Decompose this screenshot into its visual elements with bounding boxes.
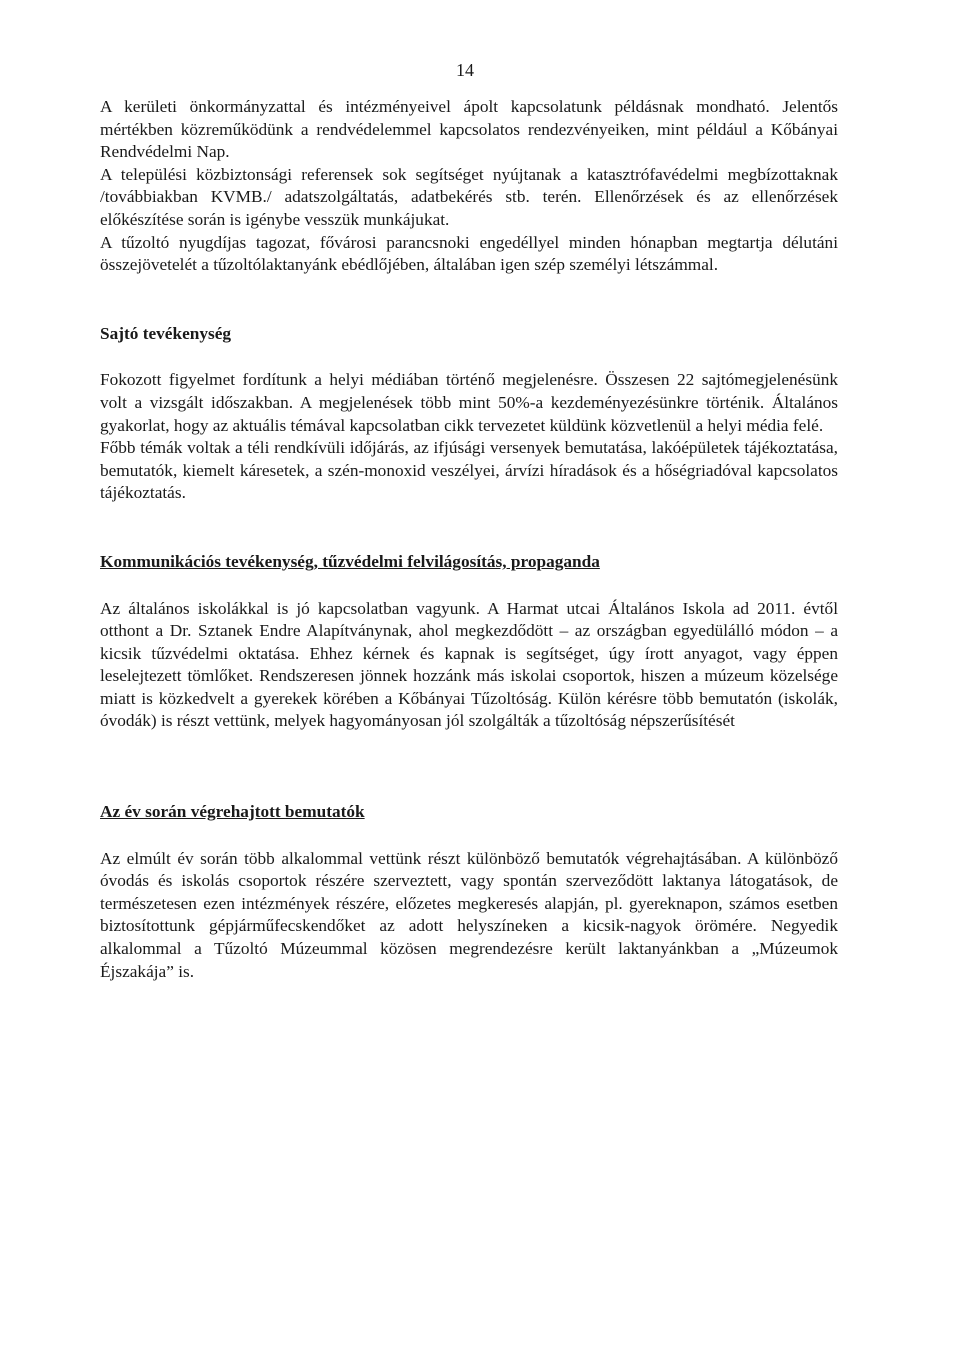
intro-paragraph-2: A települési közbiztonsági referensek sok segítséget nyújtanak a katasztrófavédelmi megbízottaknak /továbbiakban KVMB./ adatszolgáltatás, adatbekérés stb. terén. Ellenőrzések és az ellenőrzések előkészítése során is igénybe vesszük munkájukat. — [100, 164, 838, 229]
section-heading-demonstrations: Az év során végrehajtott bemutatók — [100, 802, 365, 822]
intro-paragraph-3: A tűzoltó nyugdíjas tagozat, fővárosi parancsnoki engedéllyel minden hónapban megtartja délutáni összejövetelét a tűzoltólaktanyánk ebédlőjében, általában igen szép személyi létszámmal. — [100, 232, 838, 275]
press-paragraph-1: Fokozott figyelmet fordítunk a helyi médiában történő megjelenésre. Összesen 22 sajtómegjelenésünk volt a vizsgált időszakban. A megjelenések több mint 50%-a kezdeményezésünkre történik. Általános gyakorlat, hogy az aktuális témával kapcsolatban cikk tervezetet küldünk közvetlenül a helyi média felé. — [100, 370, 838, 435]
communication-paragraph-1: Az általános iskolákkal is jó kapcsolatban vagyunk. A Harmat utcai Általános Iskola ad 2011. évtől otthont a Dr. Sztanek Endre Alapítványnak, ahol megkezdődött – az országban egyedülálló módon – a kicsik tűzvédelmi oktatása. Ehhez kérnek és kapnak is segítséget, úgy írott anyagot, vagy éppen leselejtezett tömlőket. Rendszeresen jönnek hozzánk más iskolai csoportok, hiszen a múzeum közelsége miatt is közkedvelt a gyerekek körében a Kőbányai Tűzoltóság. Külön kérésre több bemutatón (iskolák, óvodák) is részt vettünk, melyek hagyományosan jól szolgálták a tűzoltóság népszerűsítését — [100, 598, 838, 731]
page-number: 14 — [456, 60, 474, 80]
section-heading-press: Sajtó tevékenység — [100, 323, 232, 343]
page-content — [100, 96, 838, 983]
intro-paragraph-1: A kerületi önkormányzattal és intézményeivel ápolt kapcsolatunk példásnak mondható. Jelentős mértékben közreműködünk a rendvédelemmel kapcsolatos rendezvényeiken, mint például a Kőbányai Rendvédelmi Nap. — [100, 97, 838, 162]
demonstrations-paragraph-1: Az elmúlt év során több alkalommal vettünk részt különböző bemutatók végrehajtásában. A különböző óvodás és iskolás csoportok részére szerveztett, vagy spontán szerveződött laktanya látogatások, de természetesen ezen intézmények részére, előzetes megkeresés alapján, pl. gyereknapon, számos esetben biztosítottunk gépjárműfecskendőket az adott helyszíneken a kicsik-nagyok örömére. Negyedik alkalommal a Tűzoltó Múzeummal közösen megrendezésre került laktanyánkban a „Múzeumok Éjszakája” is. — [100, 848, 838, 981]
section-heading-communication: Kommunikációs tevékenység, tűzvédelmi felvilágosítás, propaganda — [100, 551, 600, 571]
press-paragraph-2: Főbb témák voltak a téli rendkívüli időjárás, az ifjúsági versenyek bemutatása, lakóépületek tájékoztatása, bemutatók, kiemelt káresetek, a szén-monoxid veszélyei, árvízi híradások és a hőségriadóval kapcsolatos tájékoztatás. — [100, 438, 838, 503]
